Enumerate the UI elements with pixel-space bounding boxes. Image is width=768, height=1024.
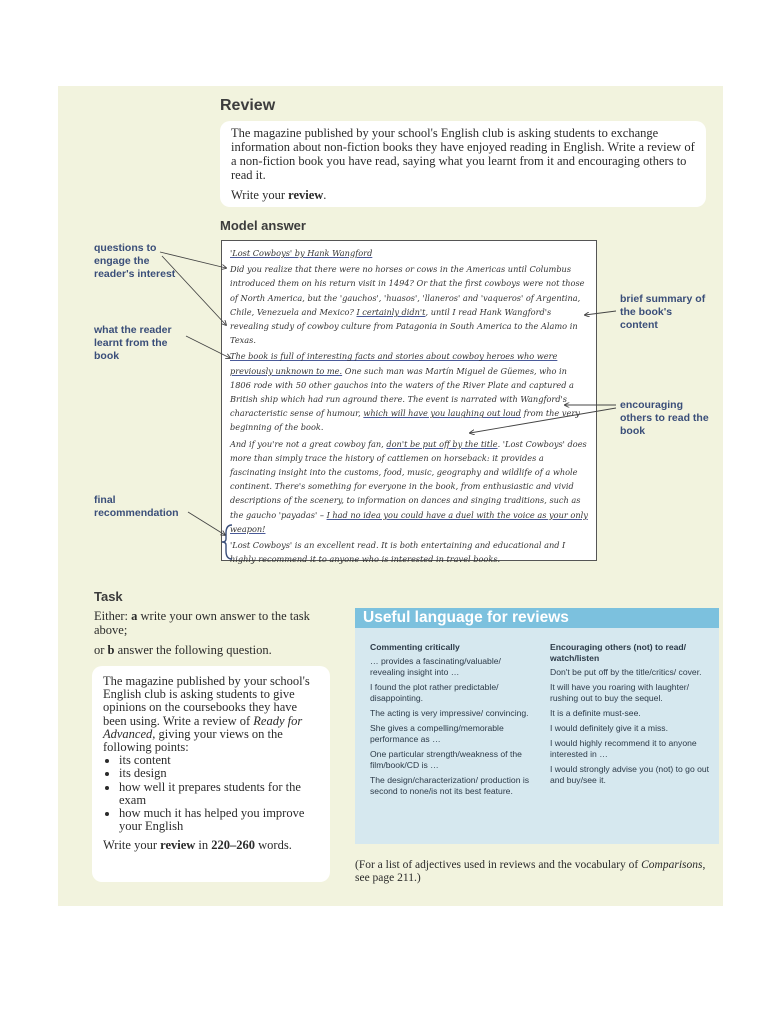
encouraging-item: It is a definite must-see.	[550, 708, 641, 718]
useful-language-title: Useful language for reviews	[355, 608, 719, 628]
task-point: • its design	[119, 767, 323, 780]
task-points-list	[103, 754, 323, 833]
encouraging-item: I would definitely give it a miss.	[550, 723, 668, 733]
model-answer-heading: Model answer	[220, 218, 306, 233]
task-point: • how well it prepares students for the exam	[119, 781, 323, 807]
arrow-questions-2	[162, 256, 226, 325]
paragraph-2: The book is full of interesting facts and stories about cowboy heroes who were previously unknown to me. One such man was Martín Miguel de Güemes, who in 1806 rode with 50 other gauchos into the waters of the River Plate and captured a British ship which had run aground there. The event is narrated with Wangford's characteristic sense of humour, which will have you laughing out loud from the very beginning of the book.	[230, 351, 580, 433]
review-heading: Review	[220, 97, 276, 114]
task-question-text	[103, 675, 323, 853]
commenting-item: The design/characterization/ production is second to none/is not its best feature.	[370, 775, 530, 796]
task-question-box	[92, 666, 330, 882]
book-title-line: 'Lost Cowboys' by Hank Wangford	[230, 248, 373, 258]
task-question-intro: The magazine published by your school's English club is asking students to give opinions on the coursebooks they have been using. Write a review of Ready for Advanced, giving your views on the following points:	[103, 674, 310, 755]
arrow-summary	[585, 311, 616, 315]
review-instruction: Write your review.	[231, 188, 327, 202]
commenting-item: I found the plot rather predictable/ disappointing.	[370, 682, 499, 703]
commenting-item: The acting is very impressive/ convincing.	[370, 708, 529, 718]
task-heading: Task	[94, 589, 123, 604]
footnote: (For a list of adjectives used in reviews and the vocabulary of Comparisons, see page 211.)	[355, 859, 706, 884]
paragraph-3: And if you're not a great cowboy fan, don't be put off by the title. 'Lost Cowboys' does more than simply trace the history of cattlemen on horseback: it provides a fascinating insight into the customs, food, music, geography and wildlife of a whole continent. There's something for everyone in the book, from enthusiastic and vivid descriptions of the scenery, to information on dances and singing traditions, such as the gaucho 'payadas' – I had no idea you could have a duel with the voice as your only weapon!	[230, 438, 588, 534]
review-prompt-text: The magazine published by your school's English club is asking students to exchange information about non-fiction books they have enjoyed reading in English. Write a review of a non-fiction book you have read, saying what you learnt from it and encouraging others to read it.	[231, 126, 695, 182]
task-point: • how much it has helped you improve your English	[119, 807, 323, 833]
encouraging-item: Don't be put off by the title/critics/ cover.	[550, 667, 702, 677]
commenting-heading: Commenting critically	[370, 642, 460, 652]
useful-col-encouraging	[550, 642, 710, 790]
task-word-count: Write your review in 220–260 words.	[103, 838, 292, 853]
note-final: final recommendation	[94, 494, 179, 519]
note-encouraging: encouraging others to read the book	[620, 399, 709, 437]
task-point: • its content	[119, 754, 323, 767]
useful-col-commenting	[370, 642, 530, 801]
encouraging-heading: Encouraging others (not) to read/ watch/listen	[550, 642, 687, 663]
encouraging-item: I would strongly advise you (not) to go out and buy/see it.	[550, 764, 710, 785]
arrow-encouraging-2	[470, 408, 616, 433]
commenting-item: … provides a fascinating/valuable/ revealing insight into …	[370, 656, 501, 677]
task-either: Either: a write your own answer to the task above;	[94, 609, 310, 637]
useful-language-box	[355, 608, 719, 844]
note-questions: questions to engage the reader's interest	[94, 242, 176, 280]
arrow-final	[188, 512, 225, 535]
note-summary: brief summary of the book's content	[620, 293, 706, 331]
arrow-questions-1	[160, 252, 226, 268]
task-or: or b answer the following question.	[94, 643, 272, 657]
note-learnt: what the reader learnt from the book	[94, 324, 172, 362]
commenting-item: One particular strength/weakness of the film/book/CD is …	[370, 749, 522, 770]
commenting-item: She gives a compelling/memorable performance as …	[370, 723, 504, 744]
final-brace	[222, 525, 232, 559]
encouraging-item: It will have you roaring with laughter/ rushing out to buy the sequel.	[550, 682, 690, 703]
arrow-learnt	[186, 336, 230, 358]
paragraph-1: Did you realize that there were no horses or cows in the Americas until Columbus introduced them on his return visit in 1494? Or that the first cowboys were not those of North America, but the 'gauchos', 'huasos', 'llaneros' and 'vaqueros' of Argentina, Chile, Venezuela and Mexico? I certainly didn't, until I read Hank Wangford's revealing study of cowboy culture from Patagonia in South America to the Alamo in Texas.	[230, 264, 585, 346]
encouraging-item: I would highly recommend it to anyone interested in …	[550, 738, 697, 759]
paragraph-4: 'Lost Cowboys' is an excellent read. It is both entertaining and educational and I highly recommend it to anyone who is interested in travel books.	[230, 540, 566, 565]
